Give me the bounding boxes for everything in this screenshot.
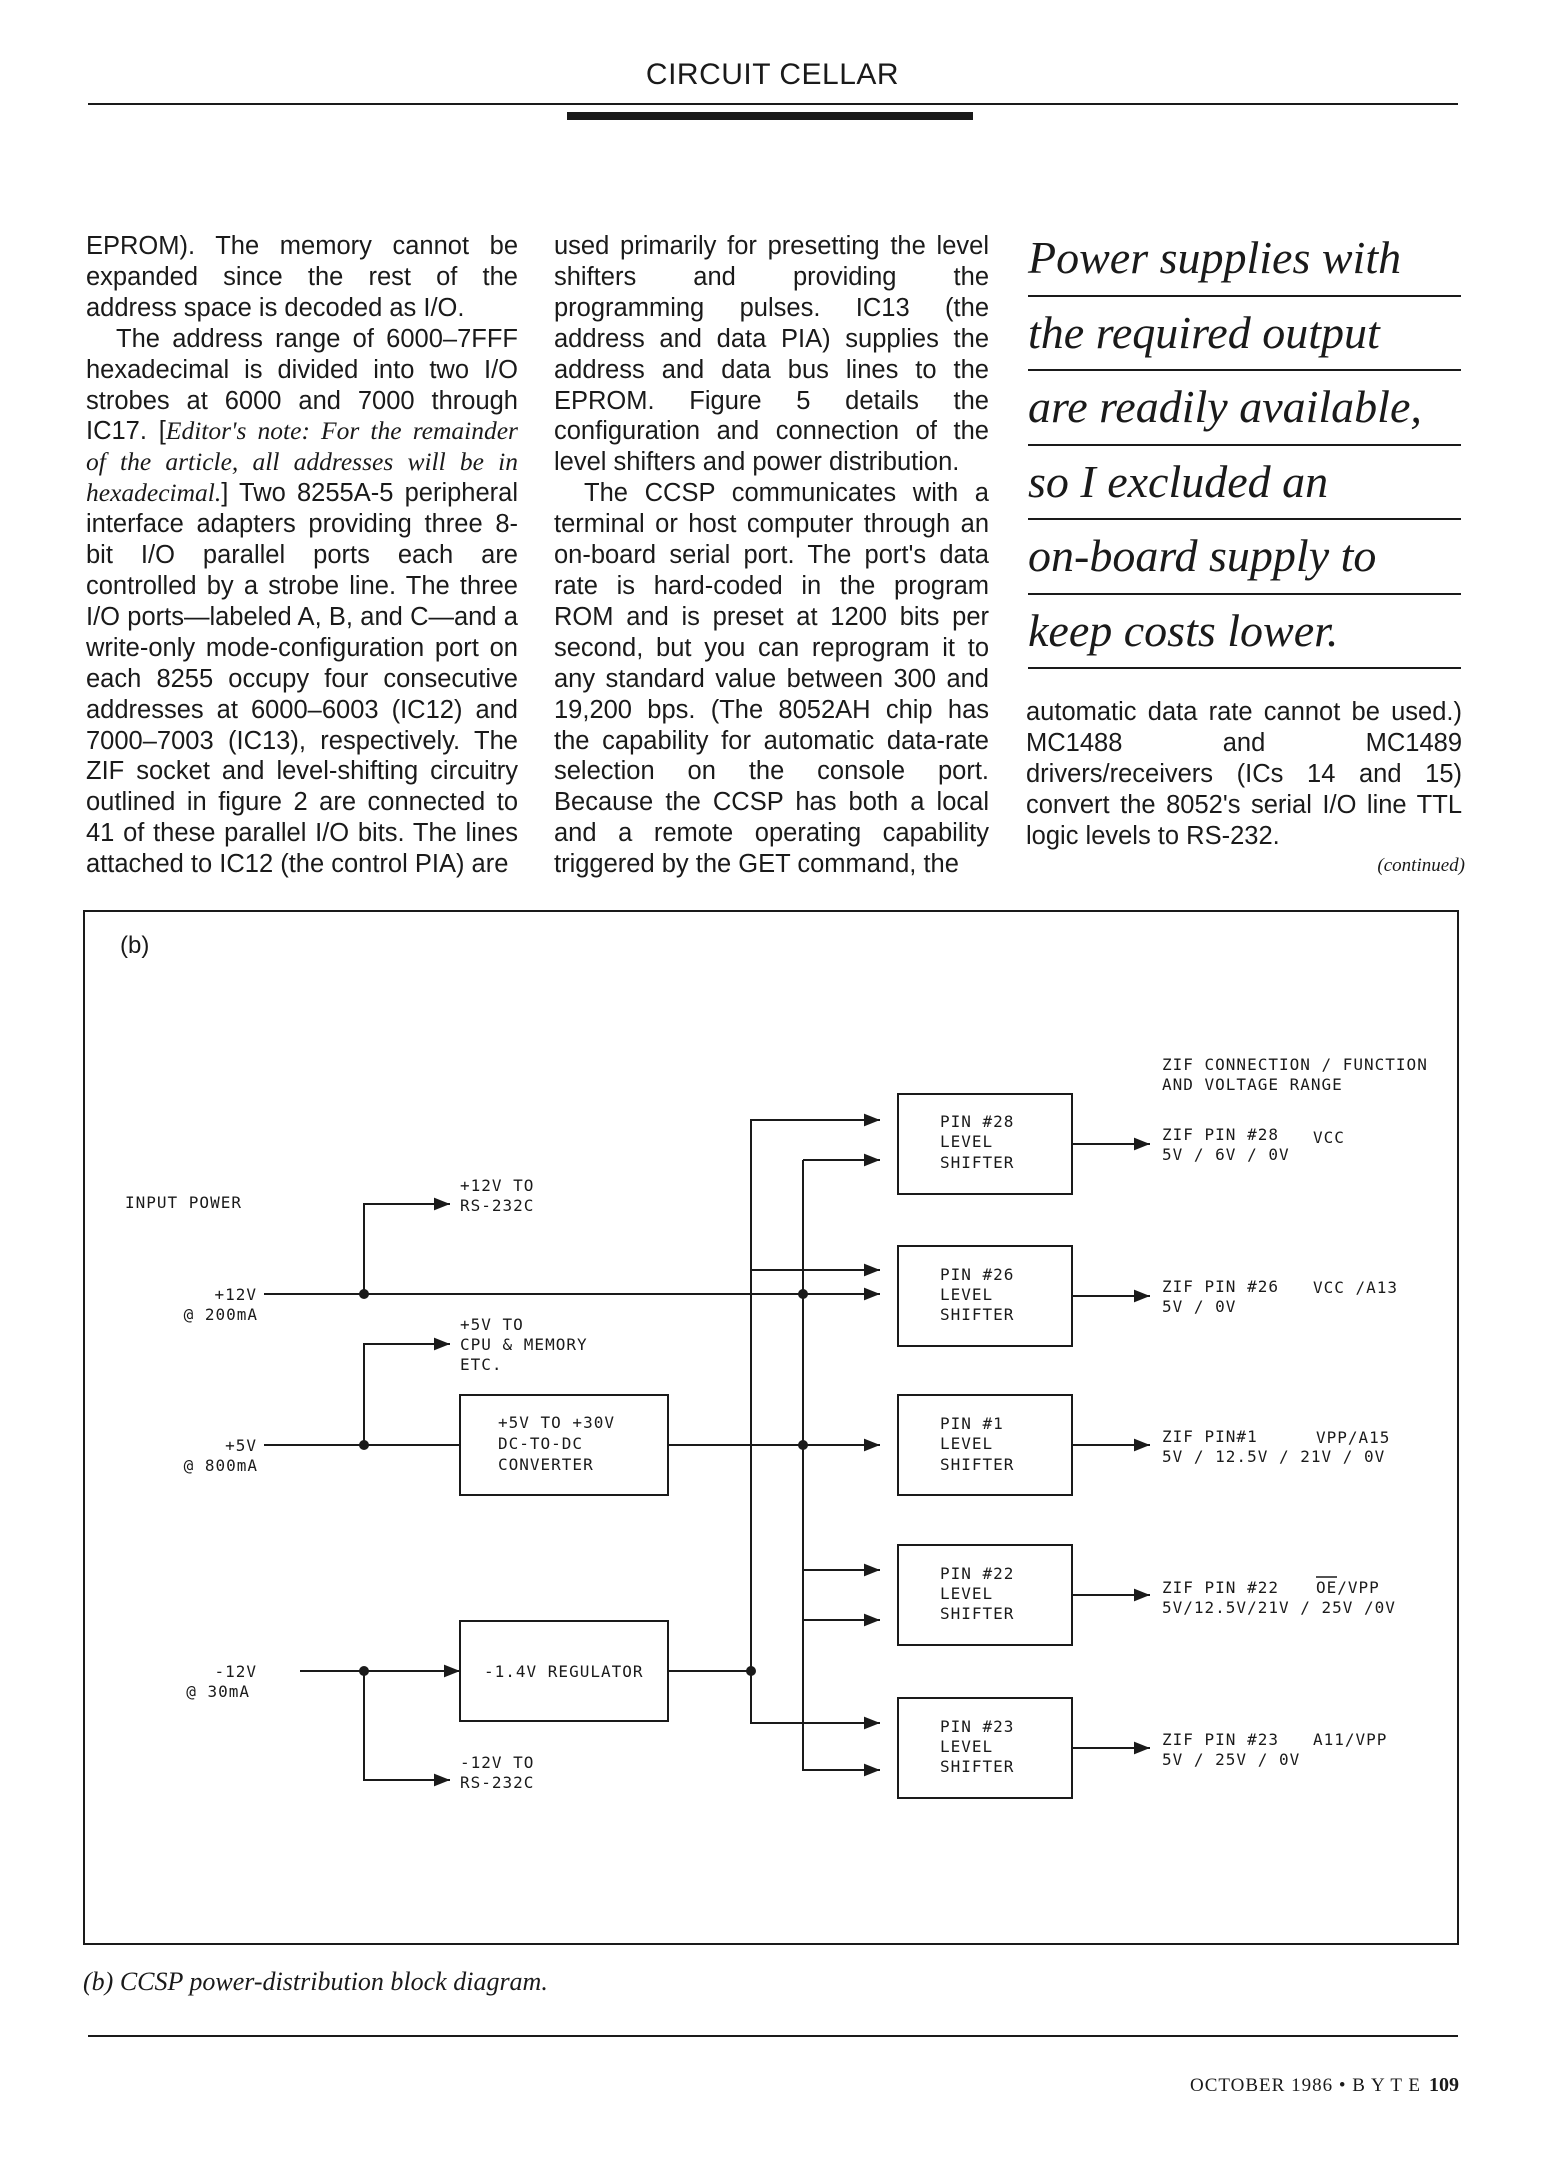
shifter-pin: PIN #22 (940, 1564, 1015, 1583)
tap-label: +5V TO (460, 1315, 524, 1334)
paragraph: automatic data rate cannot be used.) MC1488 and MC1489 drivers/receivers (ICs 14 and 15) convert the 8052's serial I/O line TTL logic levels to RS-232. (1026, 698, 1462, 850)
shifter-pin: PIN #23 (940, 1717, 1015, 1736)
shifter-pin: PIN #28 (940, 1112, 1015, 1131)
paragraph: The CCSP communicates with a terminal or host computer through an on-board serial port. The port's data rate is hard-coded in the program ROM and is preset at 1200 bits per second, but you can reprogram it to any standard value between 300 and 19,200 bps. (The 8052AH chip has the capability for automatic data-rate selection on the console port. Because the CCSP has both a local and a remote operating capability triggered by the GET command, the (554, 479, 989, 879)
zif-function: A11/VPP (1313, 1730, 1388, 1749)
zif-pin: ZIF PIN #23 (1162, 1730, 1279, 1749)
zif-range: 5V/12.5V/21V / 25V /0V (1162, 1598, 1396, 1617)
editor-note-label: Editor's note: (165, 416, 310, 446)
paragraph: used primarily for presetting the level shifters and providing the programming pulses. IC13 (the address and data PIA) supplies the address and data bus lines to the EPROM. Figure 5 details the configuration and connection of the level shifters and power distribution. (554, 232, 989, 477)
wire-rs232-minus (364, 1671, 450, 1780)
shifter-label: LEVEL (940, 1737, 994, 1756)
shifter-pin: PIN #26 (940, 1265, 1015, 1284)
shifter-label: LEVEL (940, 1132, 994, 1151)
zif-pin: ZIF PIN #28 (1162, 1125, 1279, 1144)
converter-label: CONVERTER (498, 1455, 594, 1474)
shifter-label: LEVEL (940, 1285, 994, 1304)
input-power-label: INPUT POWER (125, 1193, 242, 1212)
paragraph: The address range of 6000–7FFF hexadecimal is divided into two I/O strobes at 6000 and 7000 through IC17. [Editor's note: For the remainder of the article, all addresses will be in hexadecimal.] Two 8255A-5 peripheral interface adapters providing three 8-bit I/O parallel ports each are controlled by a strobe line. The three I/O ports—labeled A, B, and C—and a write-only mode-configuration port on each 8255 occupy four consecutive addresses at 6000–6003 (IC12) and 7000–7003 (IC13), respectively. The ZIF socket and level-shifting circuitry outlined in figure 2 are connected to 41 of these parallel I/O bits. The lines attached to IC12 (the control PIA) are (86, 324, 518, 879)
converter-label: DC-TO-DC (498, 1434, 584, 1453)
tap-label: CPU & MEMORY (460, 1335, 588, 1354)
input-voltage: -12V (214, 1662, 257, 1681)
zif-pin: ZIF PIN #26 (1162, 1277, 1279, 1296)
pull-quote-line: keep costs lower. (1028, 595, 1461, 670)
footer-rule (88, 2035, 1458, 2037)
paragraph: EPROM). The memory cannot be expanded since the rest of the address space is decoded as I/O. (86, 232, 518, 322)
bus-b (803, 1160, 880, 1770)
pull-quote-line: the required output (1028, 297, 1461, 372)
zif-range: 5V / 0V (1162, 1297, 1237, 1316)
zif-header: ZIF CONNECTION / FUNCTION (1162, 1055, 1428, 1074)
zif-range: 5V / 25V / 0V (1162, 1750, 1301, 1769)
zif-range: 5V / 6V / 0V (1162, 1145, 1290, 1164)
section-title: CIRCUIT CELLAR (645, 58, 900, 91)
caption-letter: (b) (83, 1967, 114, 1996)
shifter-label: SHIFTER (940, 1153, 1015, 1172)
page-number: 109 (1429, 2074, 1459, 2096)
pull-quote-line: so I excluded an (1028, 446, 1461, 521)
figure-caption (83, 1967, 548, 1997)
input-voltage: +12V (214, 1285, 257, 1304)
junction-dot (359, 1440, 369, 1450)
page-footer (1190, 2074, 1459, 2097)
tap-label: +12V TO (460, 1176, 535, 1195)
tap-label: -12V TO (460, 1753, 535, 1772)
input-current: @ 200mA (183, 1305, 258, 1324)
wire-rs232-plus (364, 1204, 450, 1294)
shifter-label: SHIFTER (940, 1305, 1015, 1324)
caption-text: CCSP power-distribution block diagram. (119, 1967, 548, 1996)
zif-pin: ZIF PIN#1 (1162, 1427, 1258, 1446)
shifter-label: LEVEL (940, 1584, 994, 1603)
zif-pin: ZIF PIN #22 (1162, 1578, 1279, 1597)
continued-label: (continued) (1377, 855, 1465, 876)
shifter-label: SHIFTER (940, 1455, 1015, 1474)
input-current: @ 30mA (186, 1682, 250, 1701)
issue-label: OCTOBER 1986 • B Y T E (1190, 2075, 1421, 2096)
zif-function: VPP/A15 (1316, 1428, 1391, 1447)
input-voltage: +5V (225, 1436, 257, 1455)
regulator-label: -1.4V REGULATOR (484, 1662, 644, 1681)
converter-label: +5V TO +30V (498, 1413, 615, 1432)
shifter-label: LEVEL (940, 1434, 994, 1453)
zif-function: VCC /A13 (1313, 1278, 1399, 1297)
pull-quote-line: Power supplies with (1028, 222, 1461, 297)
figure-letter: (b) (120, 932, 150, 959)
shifter-pin: PIN #1 (940, 1414, 1004, 1433)
tap-label: ETC. (460, 1355, 503, 1374)
shifter-label: SHIFTER (940, 1757, 1015, 1776)
junction-dot (798, 1289, 808, 1299)
bus-a (751, 1120, 880, 1671)
pull-quote-line: on-board supply to (1028, 520, 1461, 595)
zif-function: VCC (1313, 1128, 1345, 1147)
wire-cpu (364, 1344, 450, 1445)
editor-note-text: For the remainder of the article, all addresses will be in hexadecimal. (86, 416, 518, 508)
input-current: @ 800mA (183, 1456, 258, 1475)
tap-label: RS-232C (460, 1773, 535, 1792)
tap-label: RS-232C (460, 1196, 535, 1215)
junction-dot (746, 1666, 756, 1676)
zif-header: AND VOLTAGE RANGE (1162, 1075, 1343, 1094)
shifter-label: SHIFTER (940, 1604, 1015, 1623)
junction-dot (798, 1440, 808, 1450)
junction-dot (359, 1289, 369, 1299)
zif-function: OE/VPP (1316, 1578, 1380, 1597)
junction-dot (359, 1666, 369, 1676)
zif-range: 5V / 12.5V / 21V / 0V (1162, 1447, 1386, 1466)
pull-quote-line: are readily available, (1028, 371, 1461, 446)
